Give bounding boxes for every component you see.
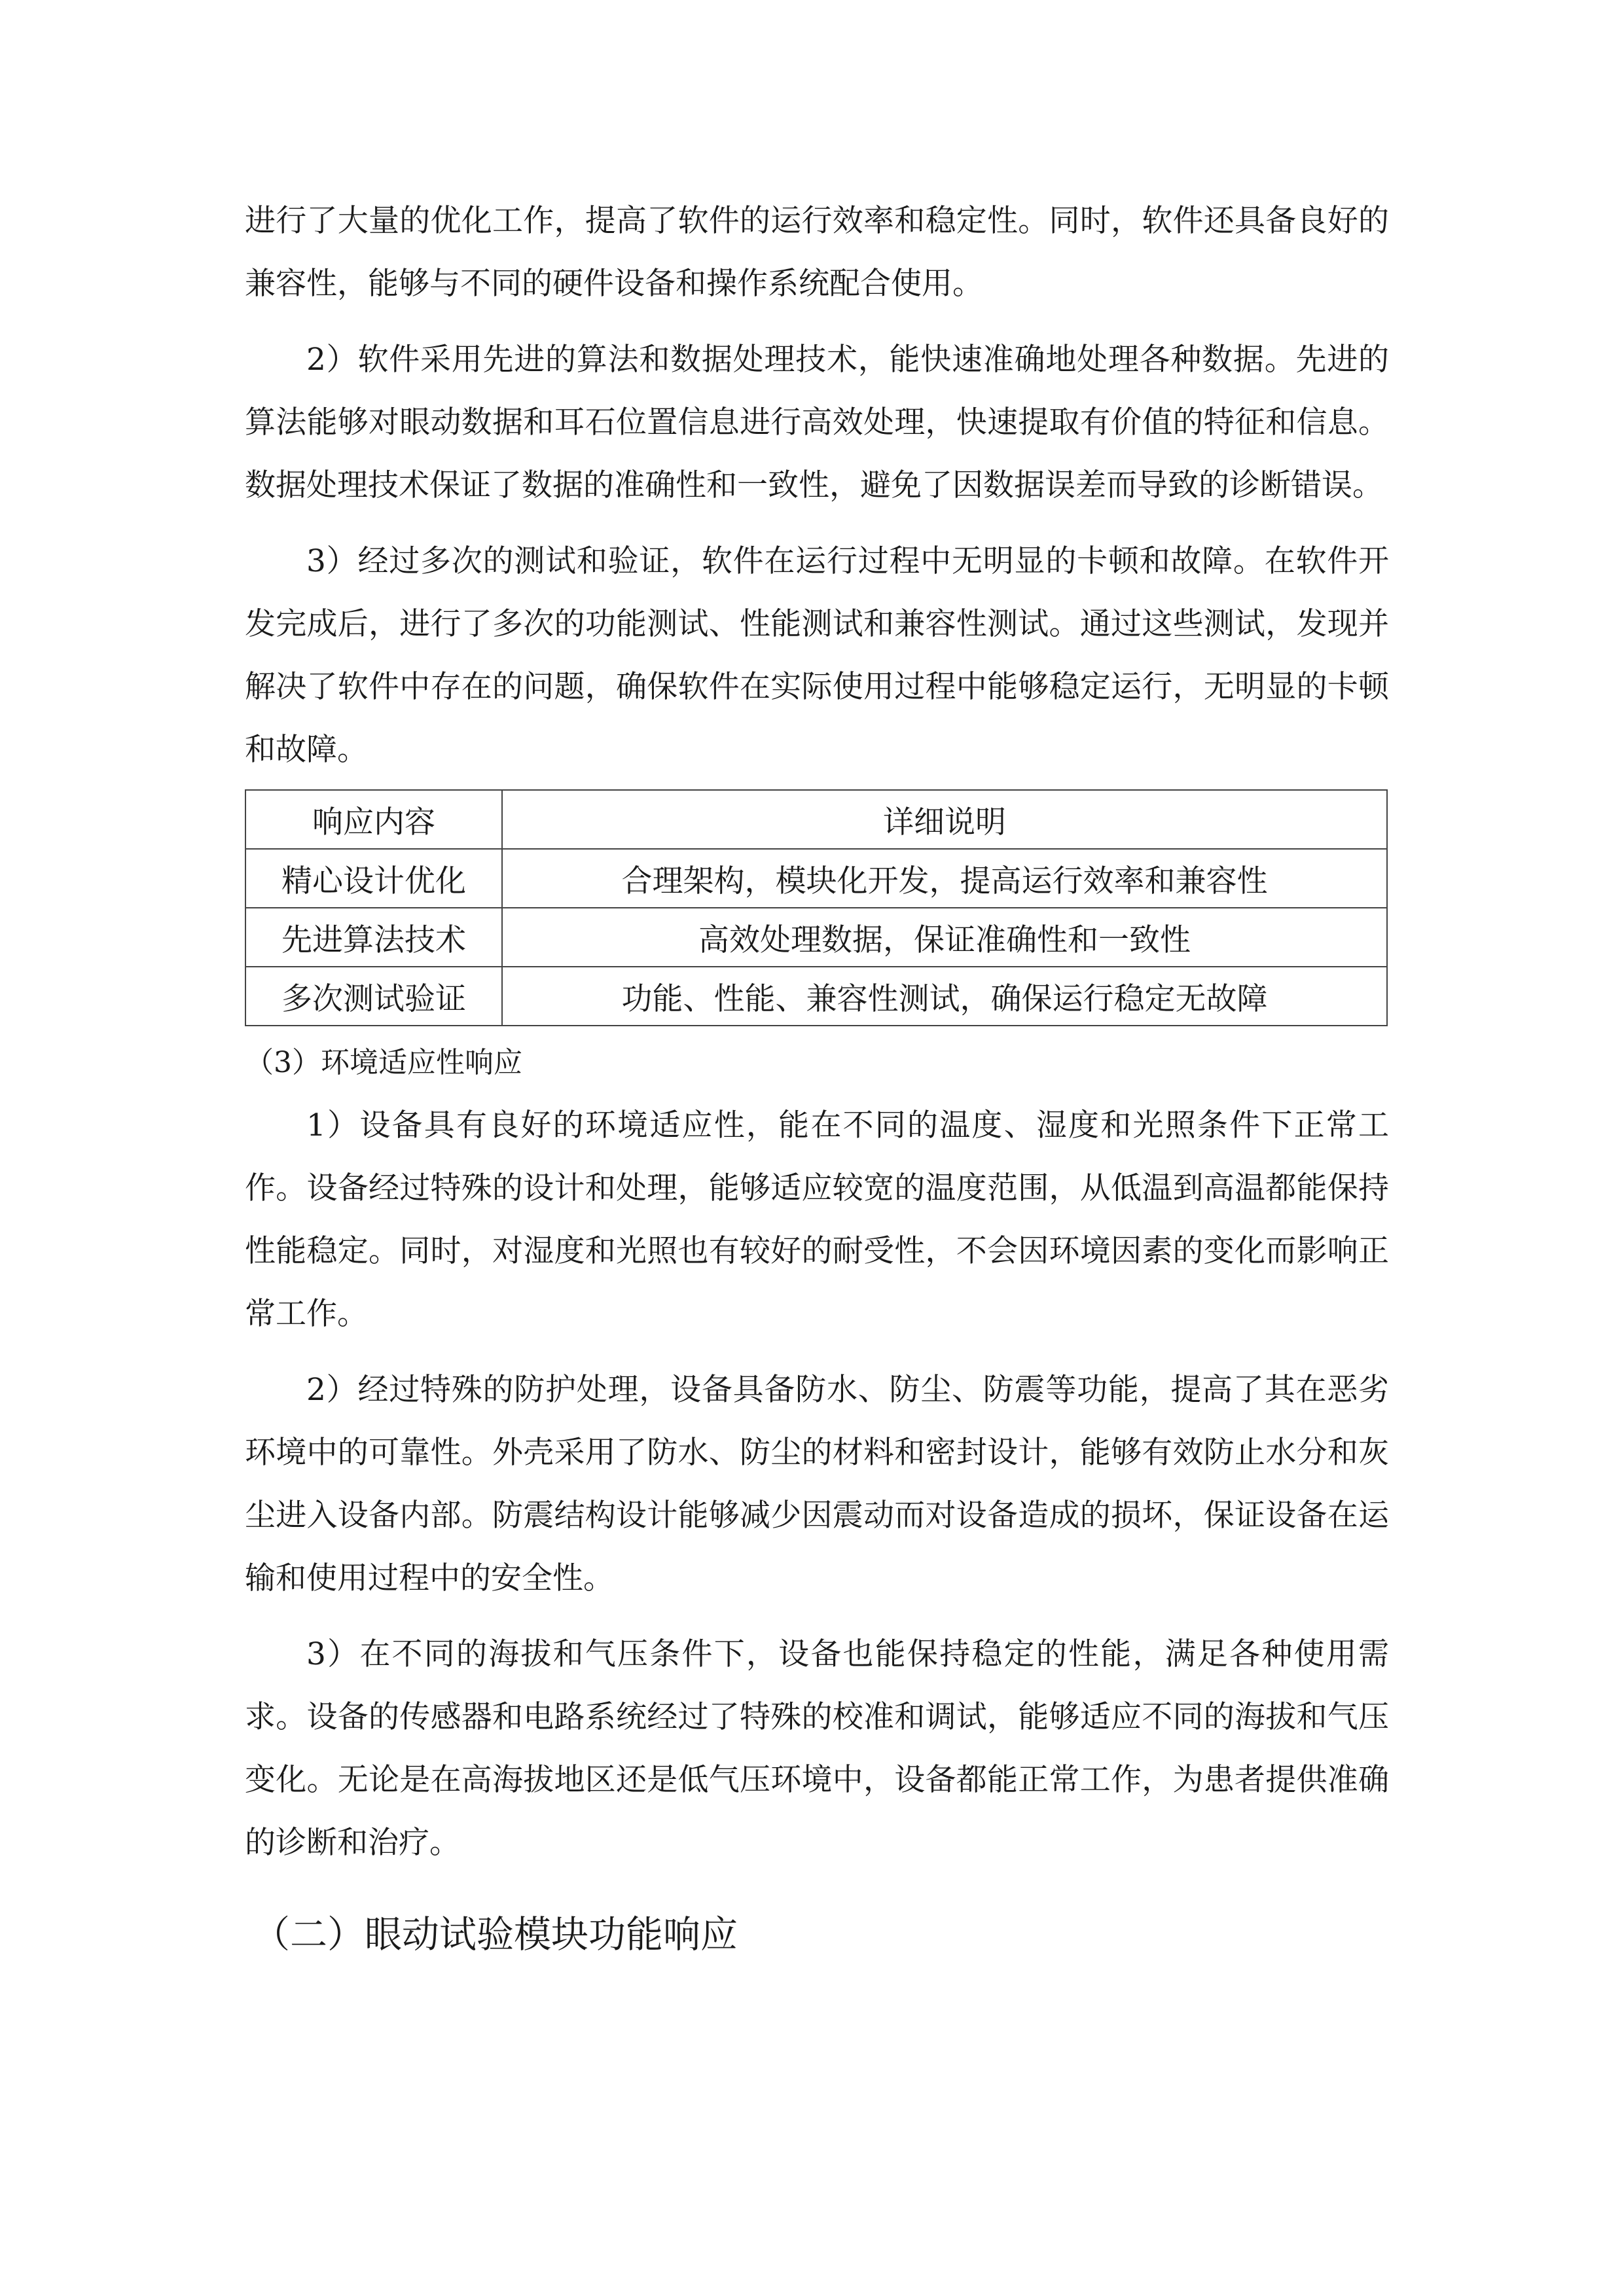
paragraph-software-algorithms: 2）软件采用先进的算法和数据处理技术，能快速准确地处理各种数据。先进的算法能够对眼动数据和耳石位置信息进行高效处理，快速提取有价值的特征和信息。数据处理技术保证了数据的准确性和一致性，避免了因数据误差而导致的诊断错误。 xyxy=(245,342,1389,503)
paragraph-env-protection: 2）经过特殊的防护处理，设备具备防水、防尘、防震等功能，提高了其在恶劣环境中的可靠性。外壳采用了防水、防尘的材料和密封设计，能够有效防止水分和灰尘进入设备内部。防震结构设计能够减少因震动而对设备造成的损坏，保证设备在运输和使用过程中的安全性。 xyxy=(245,1372,1389,1596)
table-header-row xyxy=(245,790,1387,849)
section-title: （二）眼动试验模块功能响应 xyxy=(253,1913,738,1956)
table-row xyxy=(245,849,1387,908)
paragraph-env-altitude: 3）在不同的海拔和气压条件下，设备也能保持稳定的性能，满足各种使用需求。设备的传感器和电路系统经过了特殊的校准和调试，能够适应不同的海拔和气压变化。无论是在高海拔地区还是低气压环境中，设备都能正常工作，为患者提供准确的诊断和治疗。 xyxy=(245,1636,1389,1861)
table-cell: 高效处理数据，保证准确性和一致性 xyxy=(502,908,1387,967)
table-cell: 多次测试验证 xyxy=(245,967,502,1026)
table-row xyxy=(245,967,1387,1026)
paragraph-software-testing: 3）经过多次的测试和验证，软件在运行过程中无明显的卡顿和故障。在软件开发完成后，进行了多次的功能测试、性能测试和兼容性测试。通过这些测试，发现并解决了软件中存在的问题，确保软件在实际使用过程中能够稳定运行，无明显的卡顿和故障。 xyxy=(245,543,1389,768)
table-cell: 合理架构，模块化开发，提高运行效率和兼容性 xyxy=(502,849,1387,908)
table-cell: 功能、性能、兼容性测试，确保运行稳定无故障 xyxy=(502,967,1387,1026)
response-table xyxy=(245,789,1388,1026)
table-cell: 先进算法技术 xyxy=(245,908,502,967)
table-header-cell: 详细说明 xyxy=(502,790,1387,849)
table-header-cell: 响应内容 xyxy=(245,790,502,849)
table-row xyxy=(245,908,1387,967)
table-cell: 精心设计优化 xyxy=(245,849,502,908)
paragraph-continued: 进行了大量的优化工作，提高了软件的运行效率和稳定性。同时，软件还具备良好的兼容性，能够与不同的硬件设备和操作系统配合使用。 xyxy=(245,203,1389,302)
subheading-environment: （3）环境适应性响应 xyxy=(245,1046,522,1079)
paragraph-env-temperature: 1）设备具有良好的环境适应性，能在不同的温度、湿度和光照条件下正常工作。设备经过特殊的设计和处理，能够适应较宽的温度范围，从低温到高温都能保持性能稳定。同时，对湿度和光照也有较好的耐受性，不会因环境因素的变化而影响正常工作。 xyxy=(245,1107,1389,1332)
document-page xyxy=(245,190,1389,1967)
